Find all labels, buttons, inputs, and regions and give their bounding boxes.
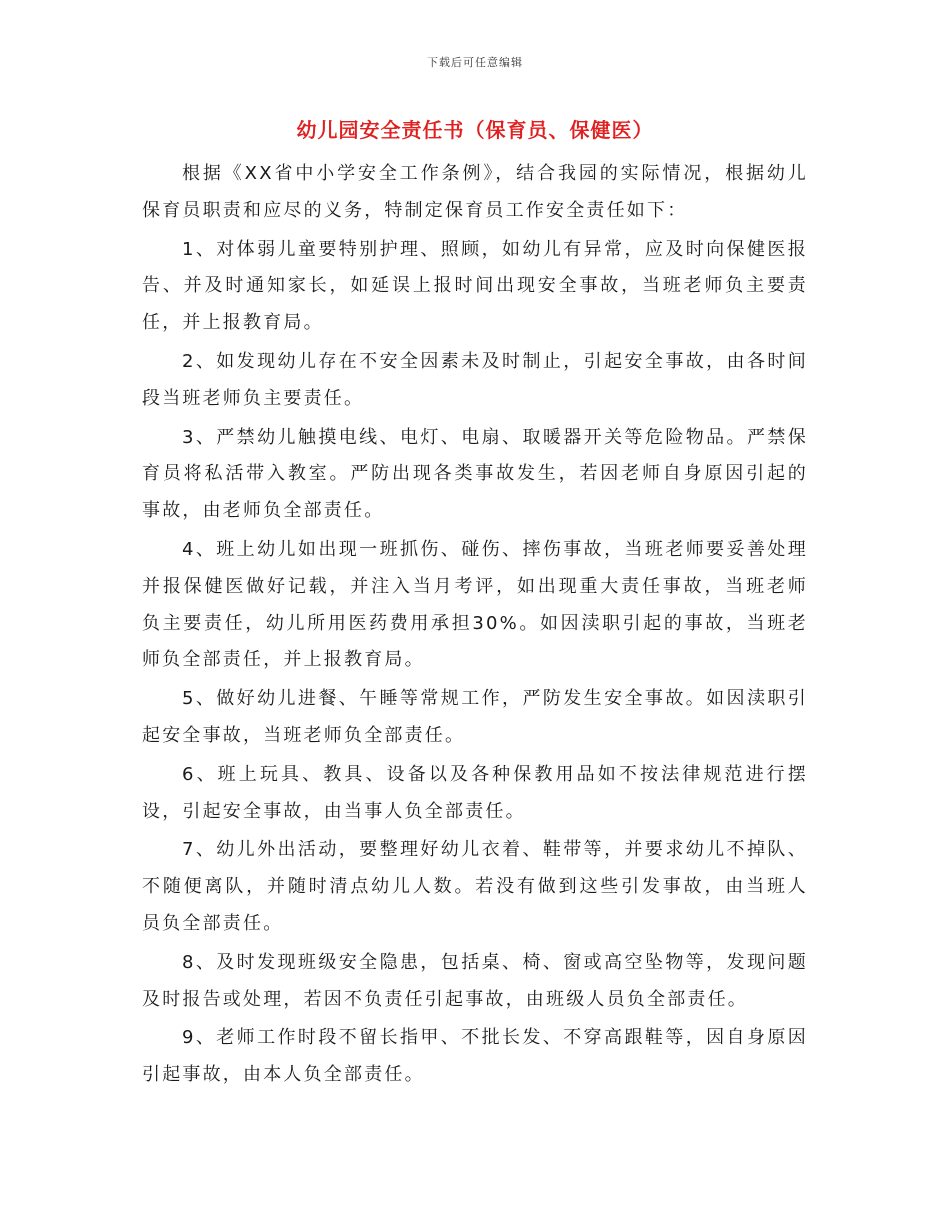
paragraph-item-4: 4、班上幼儿如出现一班抓伤、碰伤、摔伤事故，当班老师要妥善处理并报保健医做好记载，并注入当月考评，如出现重大责任事故，当班老师负主要责任，幼儿所用医药费用承担30%。如因渎职引起的事故，当班老师负全部责任，并上报教育局。 xyxy=(142,538,808,671)
paragraph-item-3: 3、严禁幼儿触摸电线、电灯、电扇、取暖器开关等危险物品。严禁保育员将私活带入教室。严防出现各类事故发生，若因老师自身原因引起的事故，由老师负全部责任。 xyxy=(142,426,808,522)
paragraph-item-2: 2、如发现幼儿存在不安全因素未及时制止，引起安全事故，由各时间段当班老师负主要责任。 xyxy=(142,350,808,409)
paragraph-item-5: 5、做好幼儿进餐、午睡等常规工作，严防发生安全事故。如因渎职引起安全事故，当班老师负全部责任。 xyxy=(142,688,808,746)
paragraph-item-1: 1、对体弱儿童要特别护理、照顾，如幼儿有异常，应及时向保健医报告、并及时通知家长，如延误上报时间出现安全事故，当班老师负主要责任，并上报教育局。 xyxy=(142,238,808,334)
paragraph-item-9: 9、老师工作时段不留长指甲、不批长发、不穿高跟鞋等，因自身原因引起事故，由本人负全部责任。 xyxy=(142,1027,808,1086)
paragraph-item-8: 8、及时发现班级安全隐患，包括桌、椅、窗或高空坠物等，发现问题及时报告或处理，若因不负责任引起事故，由班级人员负全部责任。 xyxy=(142,951,808,1010)
header-note: 下载后可任意编辑 xyxy=(427,56,523,69)
paragraph-item-7: 7、幼儿外出活动，要整理好幼儿衣着、鞋带等，并要求幼儿不掉队、不随便离队，并随时清点幼儿人数。若没有做到这些引发事故，由当班人员负全部责任。 xyxy=(142,839,808,934)
document-title: 幼儿园安全责任书（保育员、保健医） xyxy=(296,118,654,142)
paragraph-item-6: 6、班上玩具、教具、设备以及各种保教用品如不按法律规范进行摆设，引起安全事故，由当事人负全部责任。 xyxy=(142,763,808,822)
paragraph-intro: 根据《XX省中小学安全工作条例》，结合我园的实际情况，根据幼儿保育员职责和应尽的义务，特制定保育员工作安全责任如下： xyxy=(142,163,808,221)
document-body xyxy=(142,156,808,1096)
